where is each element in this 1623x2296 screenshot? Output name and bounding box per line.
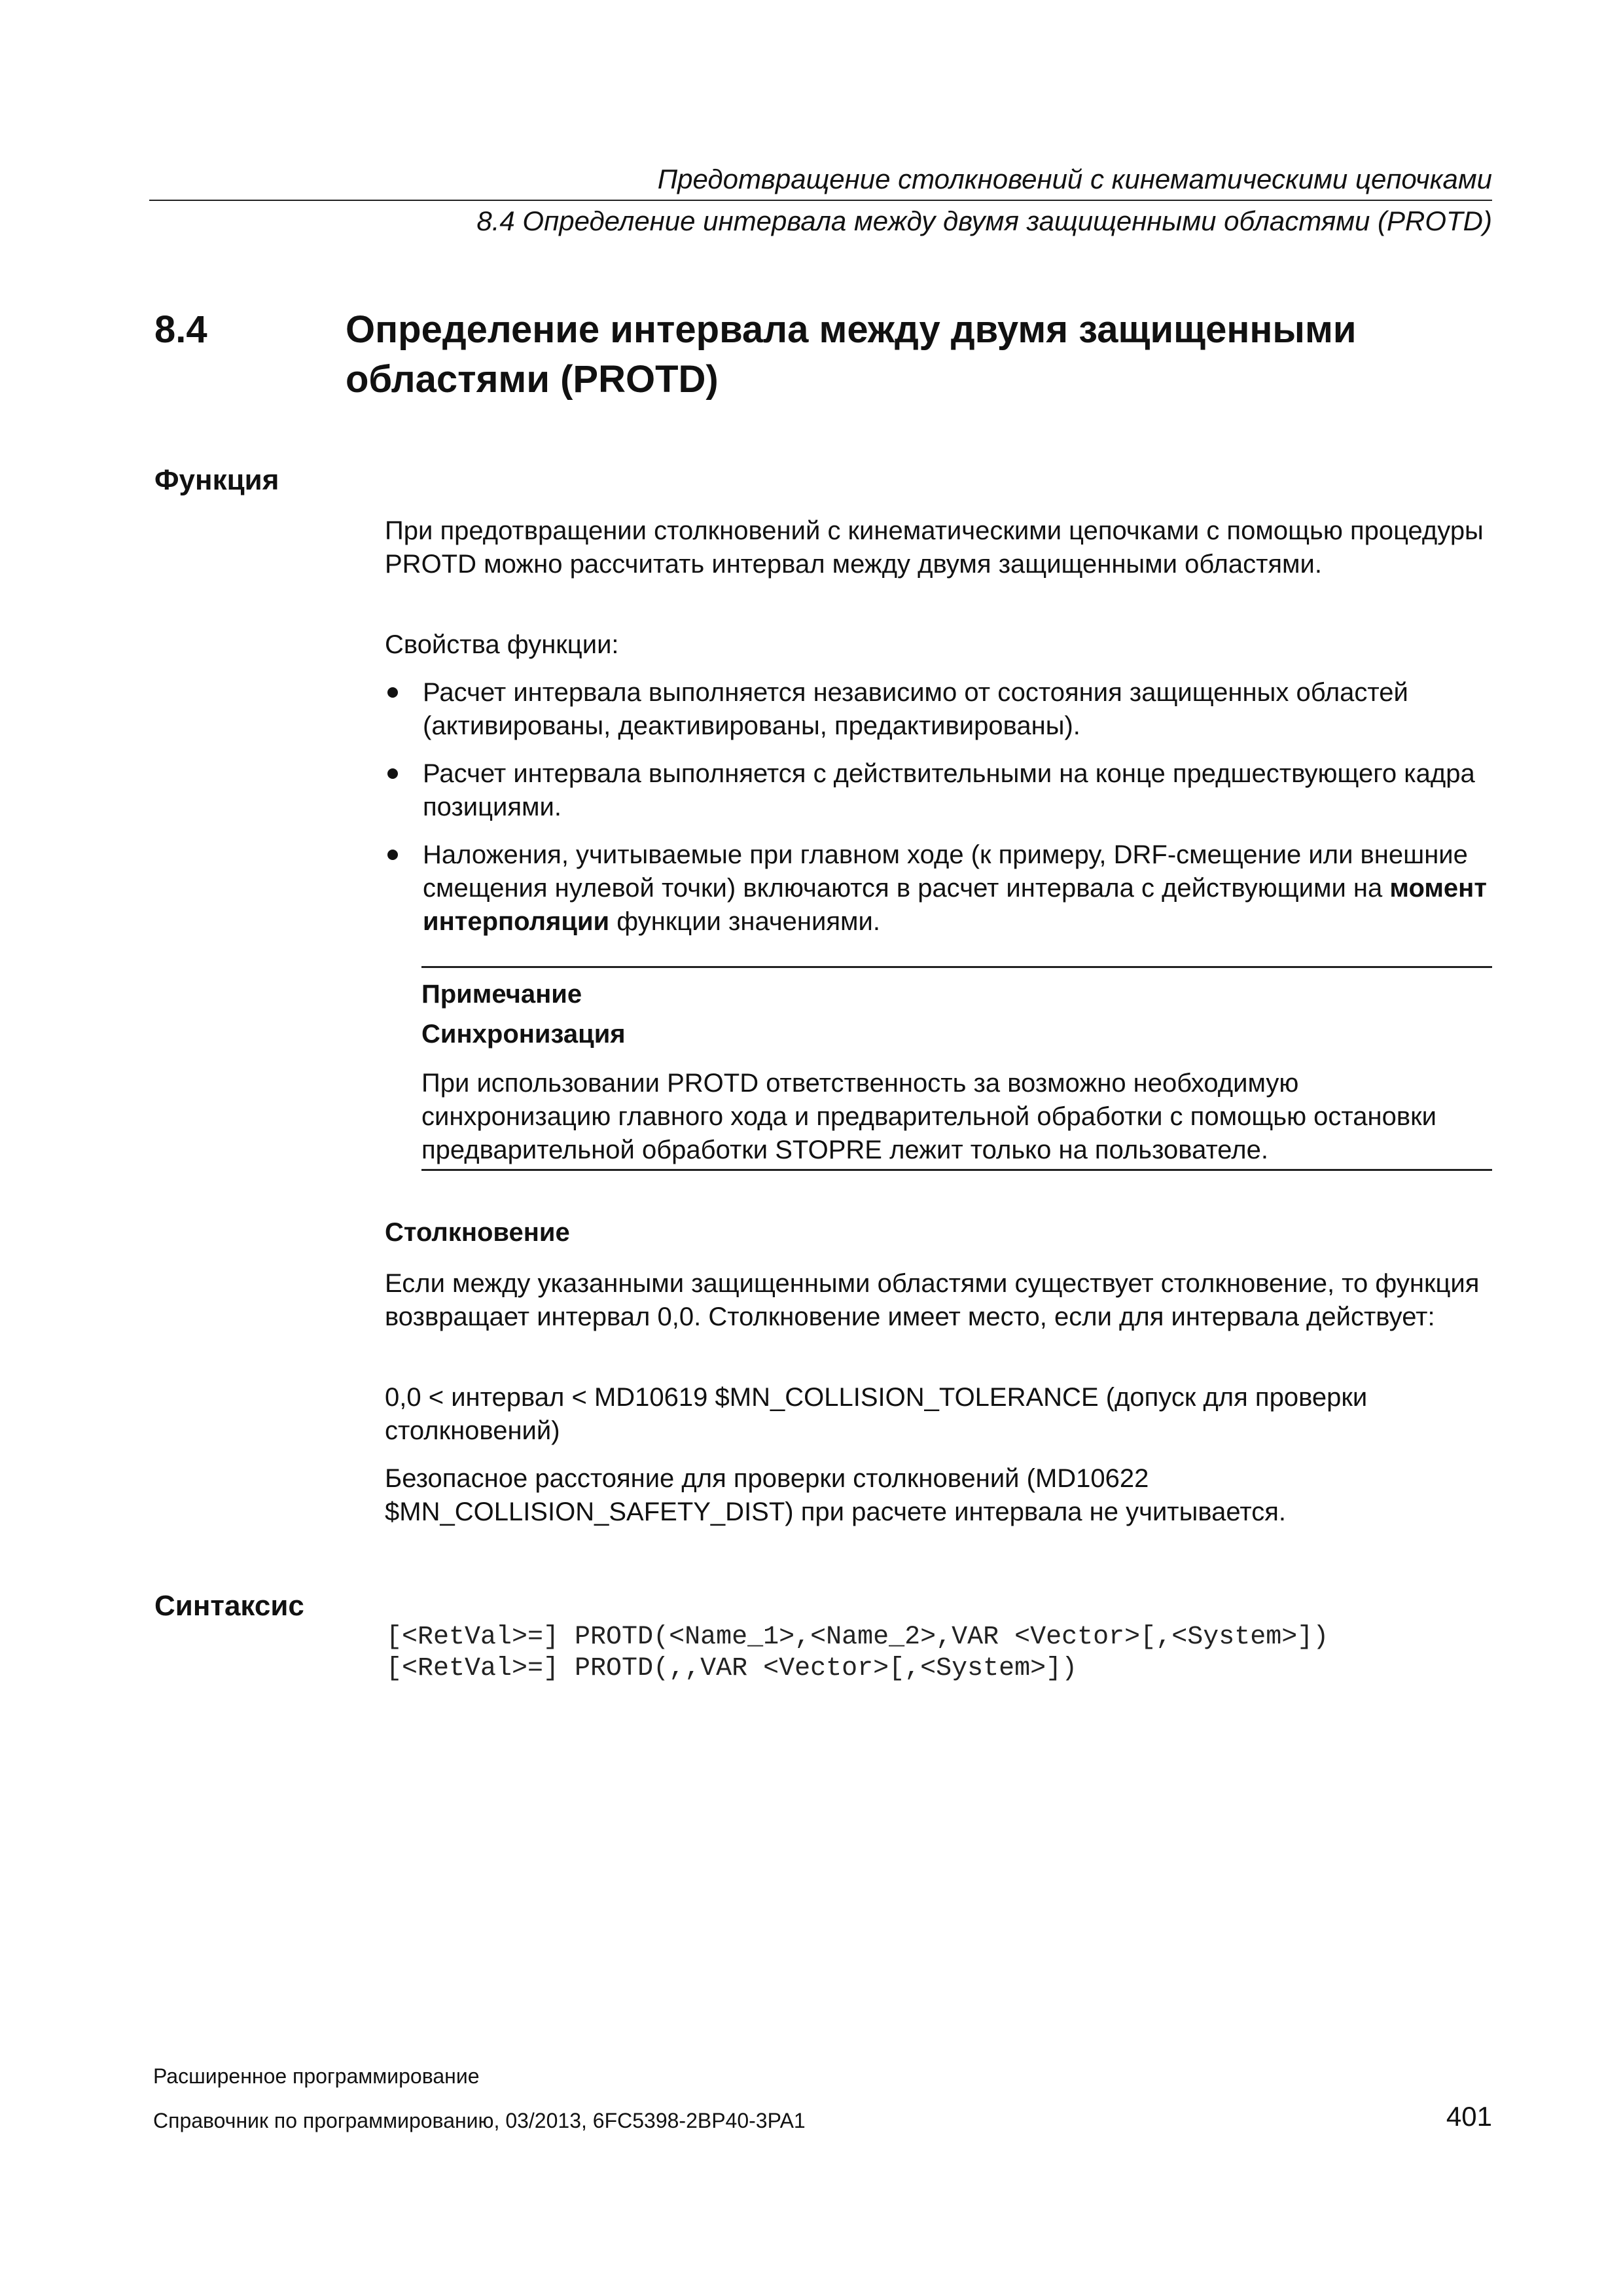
section-number: 8.4 (154, 308, 207, 351)
collision-paragraph: Если между указанными защищенными областями существует столкновение, то функция возвращает интервал 0,0. Столкновение имеет место, если для интервала действует: (385, 1269, 1480, 1331)
footer-edition: Справочник по программированию, 03/2013, 6FC5398-2BP40-3PA1 (153, 2109, 806, 2132)
list-item (385, 757, 1497, 824)
properties-list (385, 676, 1497, 953)
list-item-text-part: Наложения, учитываемые при главном ходе (к примеру, DRF-смещение или внешние смещения нулевой точки) включаются в расчет интервала с действующими на (423, 840, 1468, 903)
function-heading: Функция (154, 464, 279, 496)
list-item (385, 676, 1497, 743)
header-rule (149, 200, 1492, 201)
running-header-section: 8.4 Определение интервала между двумя защищенными областями (PROTD) (476, 206, 1492, 236)
note-text: При использовании PROTD ответственность за возможно необходимую синхронизацию главного хода и предварительной обработки с помощью остановки предварительной обработки STOPRE лежит только на пользователе. (421, 1069, 1436, 1164)
properties-label: Свойства функции: (385, 630, 619, 659)
list-item-text: Расчет интервала выполняется с действительными на конце предшествующего кадра позициями. (423, 759, 1475, 821)
section-title: Определение интервала между двумя защищенными областями (PROTD) (346, 308, 1357, 401)
collision-safety-note: Безопасное расстояние для проверки столкновений (MD10622 $MN_COLLISION_SAFETY_DIST) при расчете интервала не учитывается. (385, 1464, 1286, 1526)
function-intro: При предотвращении столкновений с кинематическими цепочками с помощью процедуры PROTD можно рассчитать интервал между двумя защищенными областями. (385, 516, 1484, 579)
emphasis-text: момент интерполяции (423, 874, 1487, 936)
running-header-chapter: Предотвращение столкновений с кинематическими цепочками (657, 164, 1492, 194)
list-item-text (423, 840, 1487, 936)
note-top-rule (421, 966, 1492, 968)
list-item-text: Расчет интервала выполняется независимо от состояния защищенных областей (активированы, деактивированы, предактивированы). (423, 678, 1408, 740)
footer-book-title: Расширенное программирование (153, 2064, 480, 2088)
bullet-icon (387, 850, 398, 860)
syntax-heading: Синтаксис (154, 1590, 304, 1622)
collision-condition: 0,0 < интервал < MD10619 $MN_COLLISION_TOLERANCE (допуск для проверки столкновений) (385, 1383, 1368, 1445)
collision-heading: Столкновение (385, 1218, 570, 1247)
syntax-line: [<RetVal>=] PROTD(,,VAR <Vector>[,<System>]) (386, 1654, 1078, 1683)
list-item (385, 838, 1497, 939)
page-number: 401 (1446, 2101, 1492, 2132)
bullet-icon (387, 768, 398, 779)
note-title: Синхронизация (421, 1020, 626, 1049)
bullet-icon (387, 687, 398, 698)
note-label: Примечание (421, 980, 582, 1009)
list-item-text-part: функции значениями. (609, 907, 880, 936)
syntax-line: [<RetVal>=] PROTD(<Name_1>,<Name_2>,VAR <Vector>[,<System>]) (386, 1623, 1329, 1652)
note-bottom-rule (421, 1169, 1492, 1171)
